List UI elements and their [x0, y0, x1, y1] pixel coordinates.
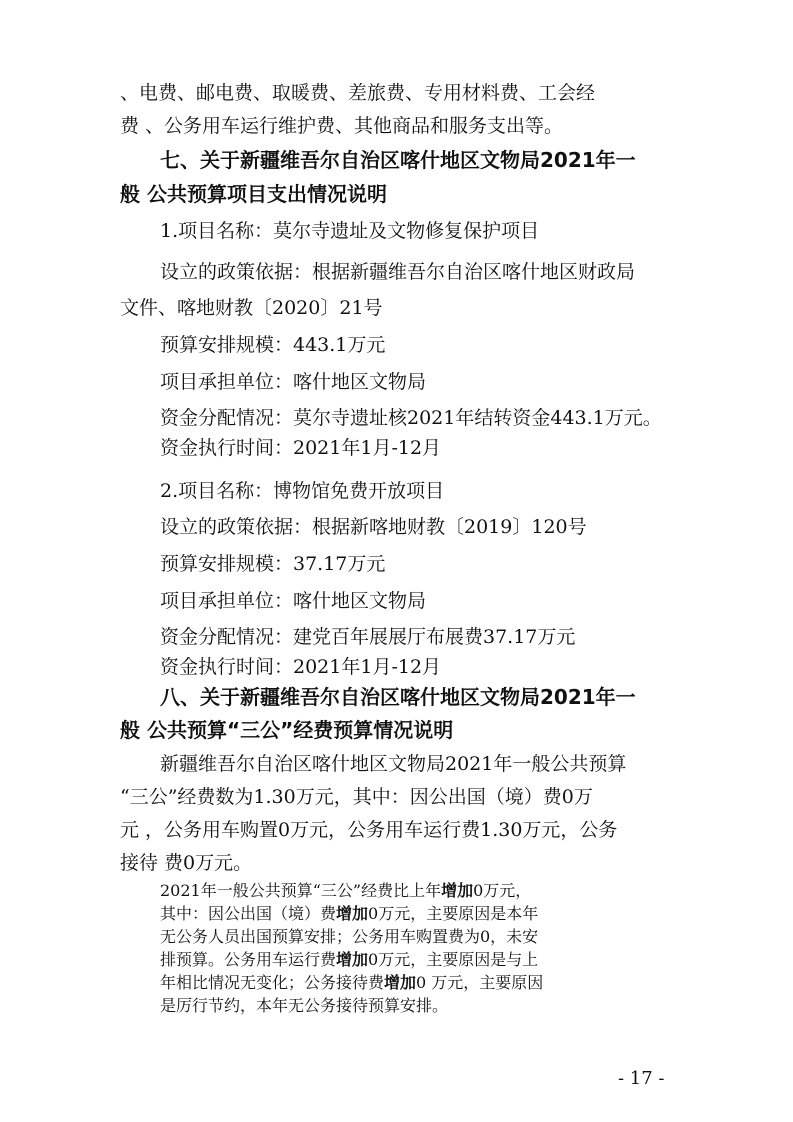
text-line: 资金分配情况：建党百年展展厅布展费37.17万元	[160, 626, 576, 648]
page-number: - 17 -	[618, 1068, 665, 1089]
section-heading: 般 公共预算项目支出情况说明	[120, 182, 387, 206]
text-line: 设立的政策依据：根据新喀地财教〔2019〕120号	[160, 516, 587, 538]
project-name: 2.项目名称：博物馆免费开放项目	[160, 480, 445, 502]
text-line: 资金执行时间：2021年1月-12月	[160, 437, 442, 459]
text-line: 年相比情况无变化；公务接待费增加0 万元，主要原因	[160, 973, 544, 992]
text-line: 排预算。公务用车运行费增加0万元，主要原因是与上	[160, 950, 539, 969]
text-line: 费 、公务用车运行维护费、其他商品和服务支出等。	[120, 115, 564, 137]
text-line: 是厉行节约，本年无公务接待预算安排。	[160, 996, 449, 1015]
text-line: 资金分配情况：莫尔寺遗址核2021年结转资金443.1万元。	[160, 407, 662, 429]
text-line: 文件、喀地财教〔2020〕21号	[120, 297, 383, 319]
text-line: 其中：因公出国（境）费增加0万元，主要原因是本年	[160, 904, 539, 923]
project-name: 1.项目名称：莫尔寺遗址及文物修复保护项目	[160, 220, 540, 242]
section-heading: 般 公共预算“三公”经费预算情况说明	[120, 718, 454, 742]
text-line: “三公”经费数为1.30万元，其中：因公出国（境）费0万	[120, 786, 593, 808]
text-line: 项目承担单位：喀什地区文物局	[160, 371, 427, 393]
text-line: 预算安排规模：37.17万元	[160, 553, 386, 575]
text-line: 2021年一般公共预算“三公”经费比上年增加0万元，	[160, 881, 532, 900]
text-line: 项目承担单位：喀什地区文物局	[160, 590, 427, 612]
text-line: 接待 费0万元。	[120, 852, 253, 874]
text-line: 资金执行时间：2021年1月-12月	[160, 656, 442, 678]
text-line: 无公务人员出国预算安排；公务用车购置费为0，未安	[160, 927, 539, 946]
text-line: 设立的政策依据：根据新疆维吾尔自治区喀什地区财政局	[160, 261, 636, 283]
text-line: 元 ，公务用车购置0万元，公务用车运行费1.30万元，公务	[120, 819, 618, 841]
section-heading: 八、关于新疆维吾尔自治区喀什地区文物局2021年一	[160, 685, 636, 709]
text-line: 、电费、邮电费、取暖费、差旅费、专用材料费、工会经	[120, 82, 596, 104]
section-heading: 七、关于新疆维吾尔自治区喀什地区文物局2021年一	[160, 148, 636, 172]
text-line: 预算安排规模：443.1万元	[160, 334, 386, 356]
text-line: 新疆维吾尔自治区喀什地区文物局2021年一般公共预算	[160, 753, 627, 775]
